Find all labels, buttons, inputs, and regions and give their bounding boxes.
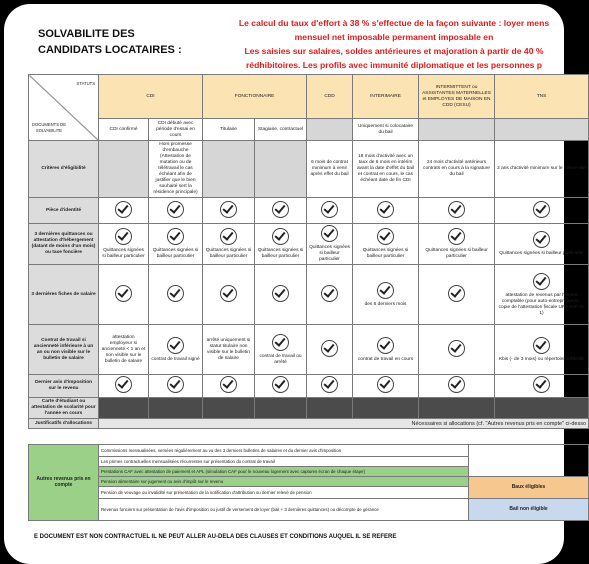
quittances-cell xyxy=(99,224,149,265)
fiches-cell xyxy=(307,265,353,325)
quittances-cell xyxy=(203,224,255,265)
piece-cell xyxy=(255,198,307,224)
allocations-note: Nécessaires si allocations (cf. "Autres revenus pris en compte" ci-desso xyxy=(99,419,589,429)
row-label-autres: Autres revenus pris en compte xyxy=(29,445,99,521)
footer-disclaimer: E DOCUMENT EST NON CONTRACTUEL IL NE PEUT ALLER AU-DELA DES CLAUSES ET CONDITIONS AUQUEL IL SE REFERE xyxy=(34,534,397,540)
carte-cell xyxy=(307,398,353,419)
quittances-note: Quittances signées si bailleur particulier xyxy=(362,248,409,259)
check-circle-icon xyxy=(272,201,289,218)
check-circle-icon xyxy=(115,376,132,393)
contrat-titulaire: arrêté uniquement si statut titulaire non visible sur le bulletin de salaire xyxy=(203,325,255,375)
row-label-contrat: Contrat de travail si ancienneté inférieure à un an ou non visible sur le bulletin de salaire xyxy=(29,325,99,375)
sub-cdd xyxy=(307,119,353,141)
page xyxy=(4,4,587,564)
avis-cell xyxy=(255,375,307,398)
quittances-cell xyxy=(495,224,589,265)
notice-line-3: Les saisies sur salaires, soldes antérieures et majoration à partir de 40 % xyxy=(244,46,544,56)
col-cdi: CDI xyxy=(99,75,203,119)
autres-item: Les primes contractuelles mensualisées récurrentes sur présentation du contrat de travail xyxy=(99,457,469,467)
fiches-cell xyxy=(99,265,149,325)
row-label-fiches: 3 dernières fiches de salaire xyxy=(29,265,99,325)
autres-item: Prestations CAF avec attestation de paiement et APL (simulation CAF pour le nouveau logement avec captures écran de chaque étape) xyxy=(99,467,469,477)
fiches-cell xyxy=(255,265,307,325)
contrat-cdd xyxy=(307,325,353,375)
corner-cell xyxy=(29,75,99,141)
autres-item: Pension de veuvage ou invalidité sur présentation de la notification d'attribution ou dernier relevé de pension xyxy=(99,487,469,499)
baux-eligibles-label: Baux éligibles xyxy=(469,477,589,499)
check-circle-icon xyxy=(448,376,465,393)
fiches-interim xyxy=(353,265,419,325)
col-intermittent: INTERMITTENT ou ASSISTANTES MATERNELLES et EMPLOYES DE MAISON EN CDD (CESU) xyxy=(419,75,495,119)
check-circle-icon xyxy=(115,228,132,245)
carte-cell xyxy=(203,398,255,419)
criteres-stagiaire xyxy=(255,141,307,198)
check-circle-icon xyxy=(377,337,394,354)
check-circle-icon xyxy=(377,228,394,245)
col-fonctionnaire: FONCTIONNAIRE xyxy=(203,75,307,119)
page-title xyxy=(38,26,182,58)
quittances-cell xyxy=(255,224,307,265)
check-circle-icon xyxy=(533,231,550,248)
row-label-justificatifs: Justificatifs d'allocations xyxy=(29,419,99,429)
sub-cdi-confirme: CDI confirmé xyxy=(99,119,149,141)
check-circle-icon xyxy=(167,201,184,218)
contrat-tns xyxy=(495,325,589,375)
piece-cell xyxy=(307,198,353,224)
quittances-note: Quittances signées si bailleur particulier xyxy=(102,248,145,259)
row-label-avis: Dernier avis d'imposition sur le revenu xyxy=(29,375,99,398)
check-circle-icon xyxy=(167,228,184,245)
carte-cell xyxy=(353,398,419,419)
check-circle-icon xyxy=(167,337,184,354)
check-circle-icon xyxy=(220,376,237,393)
row-label-criteres: Critères d'éligibilité xyxy=(29,141,99,198)
quittances-note: Quittances signées si bailleur particulier xyxy=(152,248,199,259)
quittances-note: Quittances signées si bailleur particulier xyxy=(499,251,584,256)
quittances-cell xyxy=(149,224,203,265)
notice-text xyxy=(204,16,584,72)
quittances-note: Quittances signées si bailleur particulier xyxy=(205,248,252,259)
check-circle-icon xyxy=(448,201,465,218)
title-line-2: CANDIDATS LOCATAIRES : xyxy=(38,44,182,56)
check-circle-icon xyxy=(321,376,338,393)
piece-cell xyxy=(203,198,255,224)
sub-titulaire: Titulaire xyxy=(203,119,255,141)
piece-cell xyxy=(495,198,589,224)
notice-line-2: mensuel net imposable permanent imposable en xyxy=(294,32,494,42)
check-circle-icon xyxy=(272,334,289,351)
contrat-intermittent xyxy=(419,325,495,375)
avis-cell xyxy=(419,375,495,398)
piece-cell xyxy=(99,198,149,224)
check-circle-icon xyxy=(377,376,394,393)
check-circle-icon xyxy=(321,340,338,357)
quittances-cell xyxy=(307,224,353,265)
check-circle-icon xyxy=(167,285,184,302)
contrat-cdi-debute-note: contrat de travail signé xyxy=(151,356,200,362)
corner-status-label: STATUTS xyxy=(76,81,95,86)
avis-cell xyxy=(353,375,419,398)
fiches-tns xyxy=(495,265,589,325)
carte-cell xyxy=(149,398,203,419)
row-label-carte: Carte d'étudiant ou attestation de scolarité pour l'année en cours xyxy=(29,398,99,419)
fiches-interim-note: des 6 derniers mois xyxy=(364,301,407,307)
fiches-cell xyxy=(203,265,255,325)
check-circle-icon xyxy=(220,228,237,245)
quittances-cell xyxy=(419,224,495,265)
contrat-interim-note: contrat de travail en cours xyxy=(357,356,414,362)
col-interimaire: INTERIMAIRE xyxy=(353,75,419,119)
check-circle-icon xyxy=(321,285,338,302)
col-cdd: CDD xyxy=(307,75,353,119)
check-circle-icon xyxy=(377,282,394,299)
check-circle-icon xyxy=(533,376,550,393)
sub-cdi-debute: CDI débuté avec période d'essai en cours xyxy=(149,119,203,141)
criteres-intermittent: 24 mois d'activité antérieurs contrats en cours à la signature du bail xyxy=(419,141,495,198)
sub-stagiaire: Stagiaire, contractuel xyxy=(255,119,307,141)
check-circle-icon xyxy=(272,228,289,245)
check-circle-icon xyxy=(448,228,465,245)
row-label-piece: Pièce d'identité xyxy=(29,198,99,224)
check-circle-icon xyxy=(533,273,550,290)
avis-cell xyxy=(149,375,203,398)
fiches-cell xyxy=(419,265,495,325)
autres-revenus-table xyxy=(28,444,589,521)
carte-cell xyxy=(495,398,589,419)
check-circle-icon xyxy=(220,201,237,218)
quittances-note: Quittances signées si bailleur particulier xyxy=(257,248,304,259)
autres-side-blank xyxy=(469,445,589,477)
carte-cell xyxy=(99,398,149,419)
avis-cell xyxy=(495,375,589,398)
piece-cell xyxy=(353,198,419,224)
criteres-cdi-confirme xyxy=(99,141,149,198)
avis-cell xyxy=(203,375,255,398)
autres-item: Commissions mensualisées, versées régulièrement au vu des 3 derniers bulletins de salaires et du dernier avis d'imposition xyxy=(99,445,469,457)
carte-cell xyxy=(255,398,307,419)
solvability-table xyxy=(28,74,589,429)
sub-intermittent xyxy=(419,119,495,141)
avis-cell xyxy=(99,375,149,398)
check-circle-icon xyxy=(377,201,394,218)
criteres-cdd: 6 mois de contrat minimum à venir après effet du bail xyxy=(307,141,353,198)
title-line-1: SOLVABILITE DES xyxy=(38,28,135,40)
quittances-cell xyxy=(353,224,419,265)
notice-line-1: Le calcul du taux d'effort à 38 % s'effectue de la façon suivante : loyer mens xyxy=(238,18,550,28)
check-circle-icon xyxy=(533,201,550,218)
quittances-note: Quittances signées si bailleur particulier xyxy=(425,248,488,259)
check-circle-icon xyxy=(167,376,184,393)
contrat-tns-note: Kbis (- de 3 mois) ou répertoire SIRENE xyxy=(498,356,585,362)
check-circle-icon xyxy=(272,376,289,393)
quittances-note: Quittances signées si bailleur particulier xyxy=(309,245,350,262)
col-tns: TNS xyxy=(495,75,589,119)
check-circle-icon xyxy=(448,340,465,357)
contrat-stagiaire xyxy=(255,325,307,375)
check-circle-icon xyxy=(115,201,132,218)
check-circle-icon xyxy=(272,285,289,302)
carte-cell xyxy=(419,398,495,419)
criteres-cdi-debute: Hors promesse d'embauche (Attestation de mutation ou de télétravail le cas échéant afin de justifier que le bien souhaité sert la résidence principale) xyxy=(149,141,203,198)
check-circle-icon xyxy=(115,285,132,302)
criteres-titulaire xyxy=(203,141,255,198)
check-circle-icon xyxy=(321,201,338,218)
check-circle-icon xyxy=(220,285,237,302)
criteres-tns: 2 ans d'activité minimum sur le même site xyxy=(495,141,589,198)
contrat-cdi-confirme: attestation employeur si ancienneté < 1 an et non visible sur le bulletin de salaire xyxy=(99,325,149,375)
avis-cell xyxy=(307,375,353,398)
contrat-stagiaire-note: contrat de travail ou arrêté xyxy=(259,353,302,365)
check-circle-icon xyxy=(448,285,465,302)
notice-line-4: rédhibitoires. Les profils avec immunité diplomatique et les personnes p xyxy=(245,60,543,70)
sub-tns xyxy=(495,119,589,141)
sub-interim: Uniquement si colocataire du bail xyxy=(353,119,419,141)
check-circle-icon xyxy=(321,225,338,242)
check-circle-icon xyxy=(533,337,550,354)
piece-cell xyxy=(149,198,203,224)
contrat-interim xyxy=(353,325,419,375)
autres-item: Pension alimentaire sur jugement ou avis d'impôt sur le revenu xyxy=(99,477,469,487)
autres-item: Revenus fonciers sur présentation de l'avis d'imposition ou justif de versement de loyer (bail + 3 dernières quittances) ou décompte de gérance xyxy=(99,499,469,521)
corner-docs-label: DOCUMENTS DE SOLVABILITE xyxy=(32,122,66,133)
criteres-interimaire: 18 mois d'activité avec un taux de 6 mois en intérim avant la date d'effet du bail et contrat en cours, le cas échéant date de fin CDI xyxy=(353,141,419,198)
contrat-cdi-debute xyxy=(149,325,203,375)
fiches-tns-note: attestation de revenus par l'expert comptable (pour auto-entrepreneurs : copie de l'attestation fiscale URSSAF N-1) xyxy=(498,292,585,316)
piece-cell xyxy=(419,198,495,224)
fiches-cell xyxy=(149,265,203,325)
bail-non-eligible-label: Bail non éligible xyxy=(469,499,589,521)
row-label-quittances: 3 dernières quittances ou attestation d'hébergement (datant de moins d'un mois) ou taxe foncière xyxy=(29,224,99,265)
